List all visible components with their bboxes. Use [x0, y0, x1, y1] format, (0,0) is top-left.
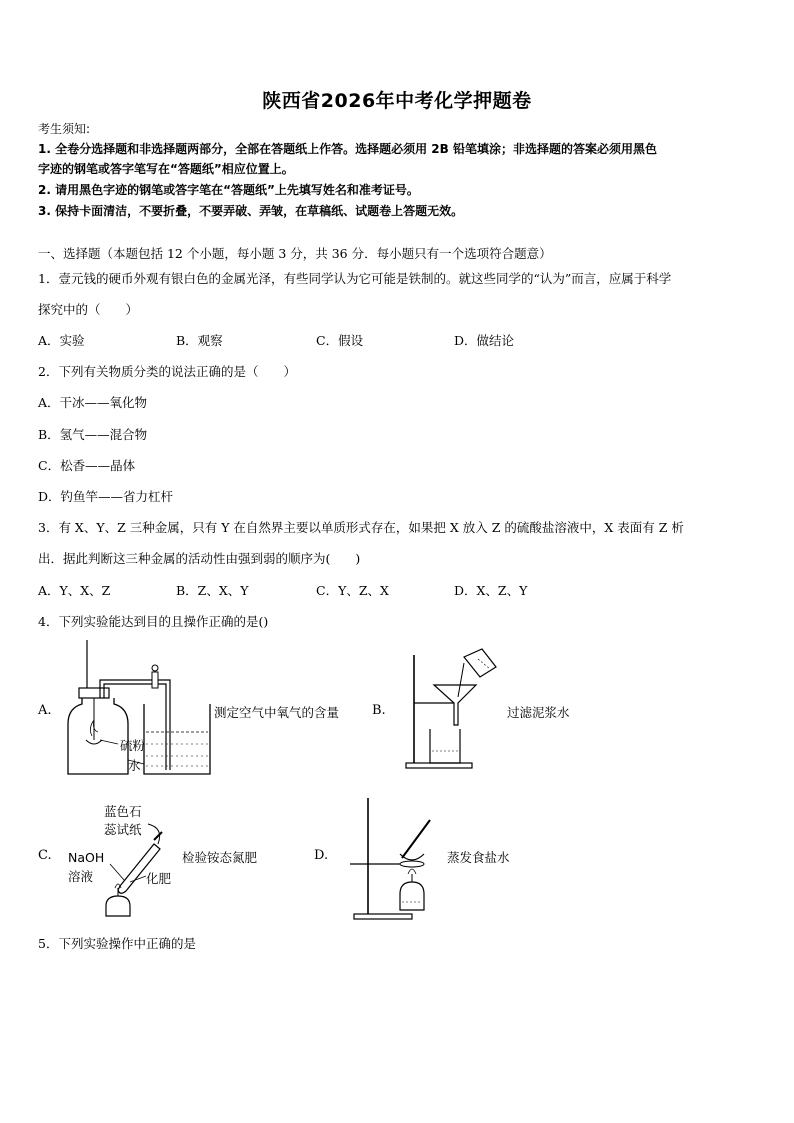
q1-option-d: D．做结论: [454, 333, 515, 348]
filtration-figure: [400, 645, 510, 770]
q4-c-letter: C.: [38, 848, 52, 863]
q4-b-letter: B.: [372, 703, 386, 718]
q4-a-caption: 测定空气中氧气的含量: [214, 705, 340, 720]
q1-stem-line2: 探究中的（ ）: [38, 302, 139, 317]
q3-option-b: B．Z、X、Y: [176, 583, 249, 598]
ammonium-test-figure: [96, 814, 176, 920]
q3-option-c: C．Y、Z、X: [316, 583, 389, 598]
q4-stem: 4．下列实验能达到目的且操作正确的是(): [38, 614, 269, 629]
litmus-label-line2: 蕊试纸: [104, 822, 142, 837]
exam-title: 陕西省2026年中考化学押题卷: [262, 90, 532, 112]
q5-stem: 5．下列实验操作中正确的是: [38, 936, 196, 951]
notice-item-2: 2. 请用黑色字迹的钢笔或答字笔在“答题纸”上先填写姓名和准考证号。: [38, 183, 419, 197]
q2-option-b: B．氢气——混合物: [38, 427, 148, 442]
q1-option-a: A．实验: [38, 333, 85, 348]
notice-heading: 考生须知:: [38, 122, 91, 136]
q2-option-d: D．钓鱼竿——省力杠杆: [38, 489, 174, 504]
sulfur-label: 硫粉: [120, 738, 146, 753]
q3-stem-line2: 出．据此判断这三种金属的活动性由强到弱的顺序为( ): [38, 551, 361, 566]
notice-item-3: 3. 保持卡面清洁，不要折叠，不要弄破、弄皱，在草稿纸、试题卷上答题无效。: [38, 204, 464, 218]
litmus-label-line1: 蓝色石: [104, 804, 142, 819]
q2-stem: 2．下列有关物质分类的说法正确的是（ ）: [38, 364, 296, 379]
naoh-label-line2: 溶液: [68, 869, 94, 884]
q4-a-letter: A.: [38, 703, 52, 718]
q2-option-c: C．松香——晶体: [38, 458, 136, 473]
q4-c-caption: 检验铵态氮肥: [182, 850, 258, 865]
q3-option-d: D．X、Z、Y: [454, 583, 528, 598]
notice-item-1: 1. 全卷分选择题和非选择题两部分，全部在答题纸上作答。选择题必须用 2B 铅笔填涂；非选择题的答案必须用黑色: [38, 142, 657, 156]
q4-d-letter: D.: [314, 848, 329, 863]
q3-option-a: A．Y、X、Z: [38, 583, 111, 598]
section-heading: 一、选择题（本题包括 12 个小题，每小题 3 分，共 36 分．每小题只有一个选项符合题意）: [38, 246, 552, 261]
q1-stem-line1: 1．壹元钱的硬币外观有银白色的金属光泽，有些同学认为它可能是铁制的。就这些同学的“认为”而言，应属于科学: [38, 271, 672, 286]
q1-option-c: C．假设: [316, 333, 364, 348]
q4-d-caption: 蒸发食盐水: [447, 850, 510, 865]
q3-stem-line1: 3．有 X、Y、Z 三种金属，只有 Y 在自然界主要以单质形式存在，如果把 X 放入 Z 的硫酸盐溶液中，X 表面有 Z 析: [38, 520, 684, 535]
fertilizer-label: 化肥: [146, 871, 172, 886]
water-label: 水: [128, 758, 141, 773]
q4-b-caption: 过滤泥浆水: [507, 705, 570, 720]
q2-option-a: A．干冰——氧化物: [38, 395, 148, 410]
q1-option-b: B．观察: [176, 333, 223, 348]
notice-item-1-cont: 字迹的钢笔或答字笔写在“答题纸”相应位置上。: [38, 162, 294, 176]
naoh-label-line1: NaOH: [68, 850, 105, 865]
evaporation-figure: [350, 798, 450, 920]
